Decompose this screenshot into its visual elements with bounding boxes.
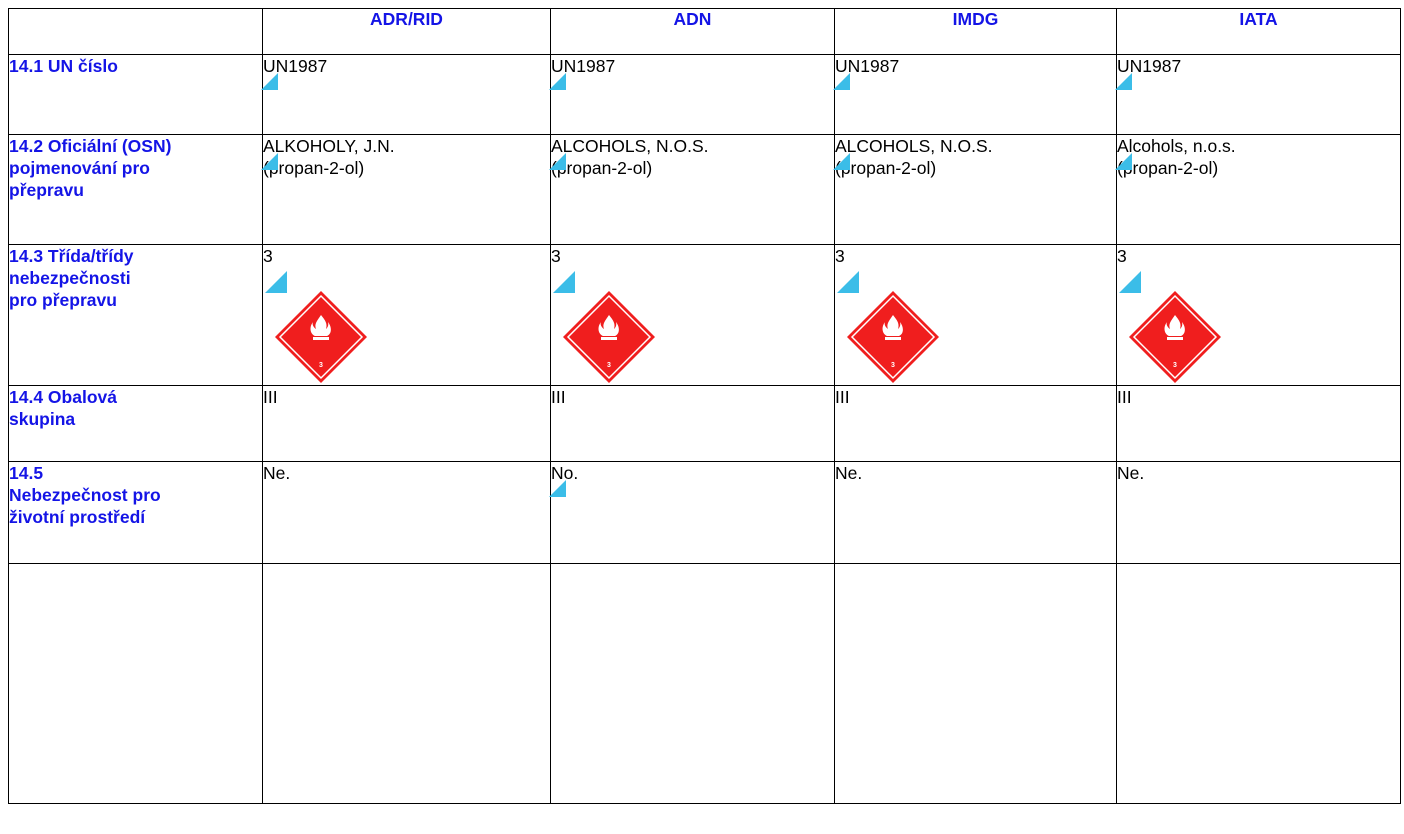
row-label-environmental-hazard: 14.5 Nebezpečnost pro životní prostředí [9, 462, 263, 564]
header-iata: IATA [1117, 9, 1401, 55]
flammable-liquid-placard-icon [1127, 289, 1223, 385]
empty-cell [1117, 564, 1401, 804]
row-label-hazard-class: 14.3 Třída/třídy nebezpečnosti pro přepravu [9, 245, 263, 386]
cell-un-imdg: UN1987 [835, 55, 1117, 135]
empty-cell [551, 564, 835, 804]
header-corner [9, 9, 263, 55]
row-label-shipping-name: 14.2 Oficiální (OSN) pojmenování pro přepravu [9, 135, 263, 245]
cell-un-adn: UN1987 [551, 55, 835, 135]
empty-row [9, 564, 1401, 804]
svg-text:3: 3 [319, 362, 323, 369]
flammable-liquid-placard-icon [845, 289, 941, 385]
cell-name-imdg: ALCOHOLS, N.O.S. (propan-2-ol) [835, 135, 1117, 245]
svg-text:3: 3 [607, 362, 611, 369]
header-adr-rid: ADR/RID [263, 9, 551, 55]
cell-class-iata: 3 3 [1117, 245, 1401, 386]
cell-packing-iata: III [1117, 386, 1401, 462]
row-hazard-class [9, 245, 1401, 386]
flammable-liquid-placard-icon [561, 289, 657, 385]
cell-env-adn: No. [551, 462, 835, 564]
empty-cell [835, 564, 1117, 804]
header-row [9, 9, 1401, 55]
row-un-number [9, 55, 1401, 135]
empty-cell [263, 564, 551, 804]
cell-env-adr: Ne. [263, 462, 551, 564]
cell-name-adr: ALKOHOLY, J.N. (propan-2-ol) [263, 135, 551, 245]
cell-un-iata: UN1987 [1117, 55, 1401, 135]
cell-packing-imdg: III [835, 386, 1117, 462]
flammable-liquid-placard-icon [273, 289, 369, 385]
transport-table [8, 8, 1401, 804]
cell-un-adr: UN1987 [263, 55, 551, 135]
row-packing-group [9, 386, 1401, 462]
svg-text:3: 3 [1173, 362, 1177, 369]
header-adn: ADN [551, 9, 835, 55]
row-shipping-name [9, 135, 1401, 245]
empty-cell [9, 564, 263, 804]
cell-packing-adn: III [551, 386, 835, 462]
cell-packing-adr: III [263, 386, 551, 462]
cell-name-iata: Alcohols, n.o.s. (propan-2-ol) [1117, 135, 1401, 245]
cell-class-adn: 3 3 [551, 245, 835, 386]
cell-env-imdg: Ne. [835, 462, 1117, 564]
row-environmental-hazard [9, 462, 1401, 564]
cell-class-imdg: 3 3 [835, 245, 1117, 386]
cell-env-iata: Ne. [1117, 462, 1401, 564]
svg-text:3: 3 [891, 362, 895, 369]
cell-name-adn: ALCOHOLS, N.O.S. (propan-2-ol) [551, 135, 835, 245]
header-imdg: IMDG [835, 9, 1117, 55]
row-label-packing-group: 14.4 Obalová skupina [9, 386, 263, 462]
row-label-un-number: 14.1 UN číslo [9, 55, 263, 135]
cell-class-adr: 3 3 [263, 245, 551, 386]
